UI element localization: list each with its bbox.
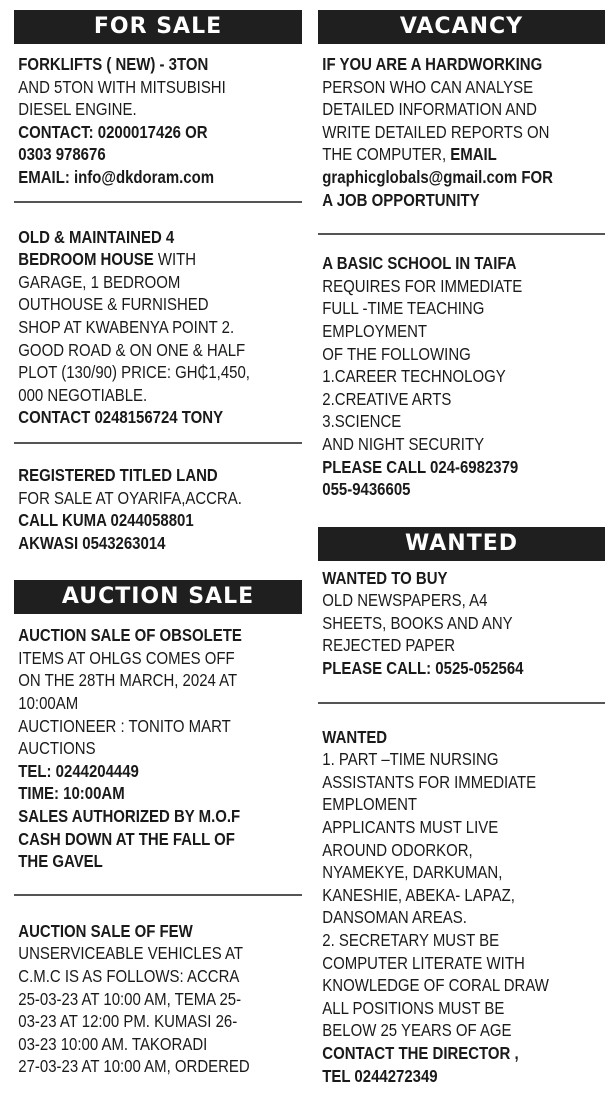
ad-line: 03-23 AT 12:00 PM. KUMASI 26- <box>18 1011 238 1032</box>
ad-line: EMPLOYMENT <box>322 320 428 341</box>
auction-sale-banner: AUCTION SALE <box>14 580 302 614</box>
ad-line: AUCTIONS <box>18 738 96 759</box>
wanted-staff-ad <box>318 726 604 1088</box>
ad-line: ITEMS AT OHLGS COMES OFF <box>18 647 235 668</box>
ad-line: BELOW 25 YEARS OF AGE <box>322 1020 512 1041</box>
vacancy-banner: VACANCY <box>318 10 605 44</box>
ad-line: A JOB OPPORTUNITY <box>322 189 480 210</box>
ad-line: UNSERVICEABLE VEHICLES AT <box>18 943 244 964</box>
ad-line: SHOP AT KWABENYA POINT 2. <box>18 316 235 337</box>
ad-contact: TEL: 0244204449 <box>18 760 139 781</box>
house-ad <box>14 226 301 429</box>
ad-text: THE COMPUTER, <box>322 144 451 165</box>
ad-line: CASH DOWN AT THE FALL OF <box>18 828 235 849</box>
auction-obsolete-ad <box>14 624 301 873</box>
ad-line: 2. SECRETARY MUST BE <box>322 930 500 950</box>
ad-line: SALES AUTHORIZED BY M.O.F <box>18 806 241 827</box>
ad-line: ON THE 28TH MARCH, 2024 AT <box>18 670 238 691</box>
ad-contact: CONTACT THE DIRECTOR , <box>322 1042 519 1063</box>
ad-line: SHEETS, BOOKS AND ANY <box>322 612 513 633</box>
ad-line: 27-03-23 AT 10:00 AM, ORDERED <box>18 1056 250 1077</box>
land-ad <box>14 464 301 554</box>
ad-contact: CONTACT: 0200017426 OR <box>18 121 208 142</box>
school-ad <box>318 252 604 501</box>
ad-line: KNOWLEDGE OF CORAL DRAW <box>322 975 549 996</box>
ad-line: OF THE FOLLOWING <box>322 343 471 364</box>
forklifts-ad <box>14 53 301 189</box>
ad-line: FULL -TIME TEACHING <box>322 298 485 319</box>
ad-line: ASSISTANTS FOR IMMEDIATE <box>322 771 537 792</box>
ad-email-label: EMAIL <box>450 144 497 165</box>
ad-line: AND NIGHT SECURITY <box>322 433 485 454</box>
ad-email: graphicglobals@gmail.com FOR <box>322 166 553 187</box>
for-sale-banner: FOR SALE <box>14 10 302 44</box>
divider <box>14 894 302 896</box>
ad-headline: BEDROOM HOUSE <box>18 249 154 270</box>
ad-line: WANTED TO BUY <box>322 567 448 588</box>
ad-line: THE GAVEL <box>18 851 103 872</box>
ad-line <box>18 248 301 271</box>
ad-line: REQUIRES FOR IMMEDIATE <box>322 275 523 296</box>
ad-line: AND 5TON WITH MITSUBISHI <box>18 76 226 97</box>
left-column <box>14 10 302 1078</box>
ad-line: FORKLIFTS ( NEW) - 3TON <box>18 54 209 74</box>
ad-line: ALL POSITIONS MUST BE <box>322 997 505 1018</box>
ad-line: OLD & MAINTAINED 4 <box>18 226 175 247</box>
ad-line: REGISTERED TITLED LAND <box>18 464 218 485</box>
ad-line: EMPLOMENT <box>322 794 418 815</box>
ad-line: TIME: 10:00AM <box>18 783 125 804</box>
ad-line: 2.CREATIVE ARTS <box>322 388 452 409</box>
ad-contact: PLEASE CALL 024-6982379 <box>322 456 519 477</box>
ad-contact: 0303 978676 <box>18 144 106 165</box>
ad-line: WRITE DETAILED REPORTS ON <box>322 121 550 142</box>
ad-line: FOR SALE AT OYARIFA,ACCRA. <box>18 487 242 508</box>
wanted-banner: WANTED <box>318 527 605 561</box>
ad-line: 25-03-23 AT 10:00 AM, TEMA 25- <box>18 988 242 1009</box>
ad-line: A BASIC SCHOOL IN TAIFA <box>322 253 517 274</box>
ad-line: APPLICANTS MUST LIVE <box>322 817 499 838</box>
wanted-to-buy-ad <box>318 567 604 680</box>
ad-line: AROUND ODORKOR, <box>322 839 473 860</box>
ad-line: 03-23 10:00 AM. TAKORADI <box>18 1033 208 1054</box>
ad-line: IF YOU ARE A HARDWORKING <box>322 54 543 74</box>
ad-line: GOOD ROAD & ON ONE & HALF <box>18 339 246 360</box>
ad-text: WITH <box>153 249 197 270</box>
divider <box>14 442 302 444</box>
divider <box>318 702 605 704</box>
ad-line: 1. PART –TIME NURSING <box>322 749 499 770</box>
ad-contact: TEL 0244272349 <box>322 1065 438 1086</box>
ad-line: AUCTION SALE OF OBSOLETE <box>18 625 242 646</box>
ad-line: DANSOMAN AREAS. <box>322 907 467 928</box>
ad-contact: CALL KUMA 0244058801 <box>18 510 194 531</box>
ad-line: REJECTED PAPER <box>322 635 455 656</box>
ad-line: 1.CAREER TECHNOLOGY <box>322 366 506 387</box>
ad-line: C.M.C IS AS FOLLOWS: ACCRA <box>18 966 240 986</box>
ad-line <box>322 143 604 166</box>
ad-line: KANESHIE, ABEKA- LAPAZ, <box>322 884 515 905</box>
ad-line: DETAILED INFORMATION AND <box>322 99 537 120</box>
ad-line: AUCTION SALE OF FEW <box>18 920 193 941</box>
ad-line: COMPUTER LITERATE WITH <box>322 952 525 973</box>
ad-line: OLD NEWSPAPERS, A4 <box>322 590 488 611</box>
auction-vehicles-ad <box>14 920 301 1078</box>
ad-line: PLOT (130/90) PRICE: GH₵1,450, <box>18 362 250 383</box>
ad-line: DIESEL ENGINE. <box>18 99 137 120</box>
ad-contact: CONTACT 0248156724 TONY <box>18 407 224 428</box>
divider <box>14 201 302 203</box>
ad-line: NYAMEKYE, DARKUMAN, <box>322 862 503 883</box>
right-column <box>318 10 605 1087</box>
ad-email: EMAIL: info@dkdoram.com <box>18 166 215 187</box>
ad-line: 3.SCIENCE <box>322 411 402 432</box>
vacancy-ad <box>318 53 604 211</box>
ad-line: GARAGE, 1 BEDROOM <box>18 271 181 292</box>
ad-line: 10:00AM <box>18 693 79 714</box>
ad-line: WANTED <box>322 726 388 747</box>
ad-line: AUCTIONEER : TONITO MART <box>18 715 231 736</box>
ad-line: OUTHOUSE & FURNISHED <box>18 294 209 315</box>
divider <box>318 233 605 235</box>
ad-line: PERSON WHO CAN ANALYSE <box>322 76 534 97</box>
ad-contact: PLEASE CALL: 0525-052564 <box>322 658 524 679</box>
ad-contact: 055-9436605 <box>322 479 411 500</box>
ad-contact: AKWASI 0543263014 <box>18 532 166 553</box>
ad-line: 000 NEGOTIABLE. <box>18 384 148 405</box>
